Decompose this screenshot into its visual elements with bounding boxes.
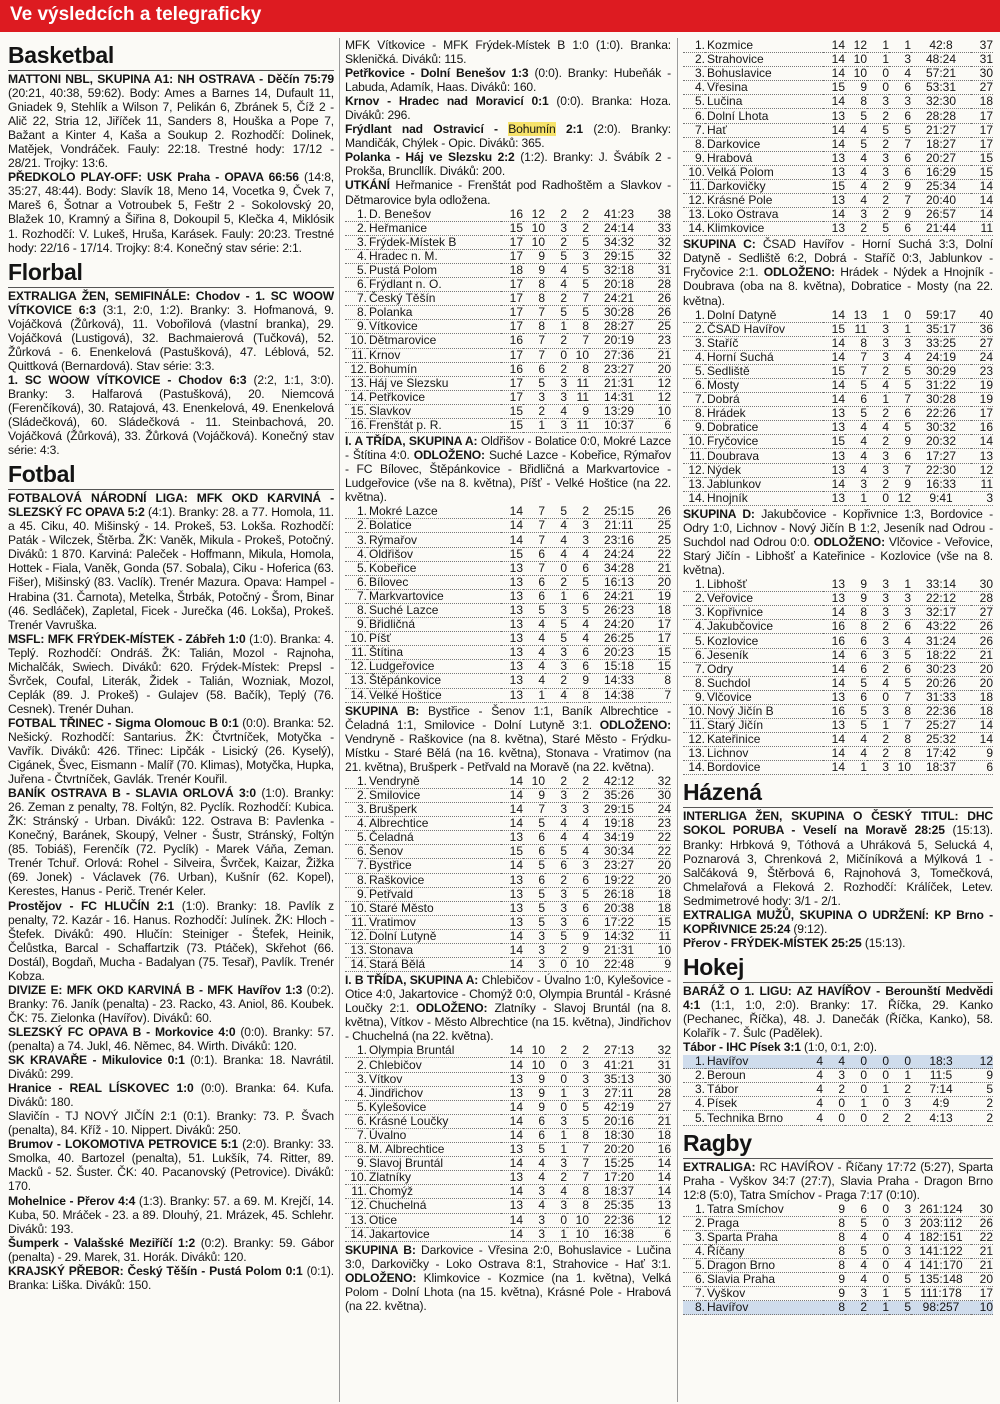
result-paragraph: Prostějov - FC HLUČÍN 2:1 (1:0). Branky: 18. Pavlík z penalty, 72. Kazár - 16. Hanus. Rozhodčí: Julínek. ŽK: Hloch - Štefek. Diváků: 490. Hlučín: Steiniger - Štefek, Heinik, Čelůstka, Barcal - Schaffartzik (73. Ptáček), Skřehot (66. Dostál), Bogdaň, Mucha - Badalyan (75. Tesař), Pavlík. Trenér Kobza. <box>8 898 334 983</box>
standings-table <box>345 505 671 702</box>
result-paragraph: Šumperk - Valašské Meziříčí 1:2 (0:2). Branky: 59. Gábor (penalta) - 29. Marek, 31. Horák. Diváků: 120. <box>8 1235 334 1264</box>
result-paragraph: Frýdlant nad Ostravicí - Bohumín 2:1 (2:0). Branky: Mandičák, Chýlek - Opic. Diváků: 365. <box>345 122 671 151</box>
table-row: 13. Otice 14 3 0 10 22:36 12 <box>345 1213 671 1227</box>
table-row: 2. Bolatice 14 7 4 3 21:11 25 <box>345 519 671 533</box>
table-row: 9. Slavoj Bruntál 14 4 3 7 15:25 14 <box>345 1157 671 1171</box>
table-row: 4. Albrechtice 14 5 4 4 19:18 23 <box>345 817 671 831</box>
result-paragraph: FOTBAL TŘINEC - Sigma Olomouc B 0:1 (0:0). Branka: 52. Nešický. Rozhodčí: Santarius. ŽK: Čtvrtníček, Motyčka - Vavřík. Diváků: 426. Třinec: Lipčák - Lisický (26. Kyselý), Cigánek, Švec, Eismann - Malíř (70. Klimas), Motyčka, Hupka, Juřena - Čtvrtníček, Gavlák. Trenér Kouřil. <box>8 715 334 787</box>
standings-table <box>345 208 671 434</box>
table-row: 7. Markvartovice 13 6 1 6 24:21 19 <box>345 589 671 603</box>
table-row: 10. Velká Polom 13 4 3 6 16:29 15 <box>683 165 993 179</box>
table-row: 1. Kozmice 14 12 1 1 42:8 37 <box>683 39 993 53</box>
table-row: 1. Havířov 4 4 0 0 0 18:3 12 <box>683 1055 993 1069</box>
table-row: 8. Suchdol 14 5 4 5 20:26 20 <box>683 676 993 690</box>
standings-table <box>683 1203 993 1316</box>
table-row: 13. Lichnov 14 4 2 8 17:42 9 <box>683 747 993 761</box>
table-row: 5. Pustá Polom 18 9 4 5 32:18 31 <box>345 263 671 277</box>
table-row: 9. Břidličná 13 4 5 4 24:20 17 <box>345 618 671 632</box>
table-row: 10. Dětmarovice 16 7 2 7 20:19 23 <box>345 334 671 348</box>
table-row: 14. Stará Bělá 14 3 0 10 22:48 9 <box>345 958 671 972</box>
table-row: 11. Štítina 13 4 3 6 20:23 15 <box>345 646 671 660</box>
result-paragraph: SKUPINA D: Jakubčovice - Kopřivnice 1:3, Bordovice - Odry 1:0, Lichnov - Nový Jičín B 1:2, Jeseník nad Odrou - Suchdol nad Odrou 0:0. ODLOŽENO: Vlčovice - Veřovice, Starý Jičín - Libhošť a Kateřinice - Kozlovice (vše na 8. května). <box>683 506 993 578</box>
table-row: 4. Říčany 8 5 0 3 141:122 21 <box>683 1245 993 1259</box>
table-row: 3. Frýdek-Místek B 17 10 2 5 34:32 32 <box>345 235 671 249</box>
table-row: 3. Staříč 14 8 3 3 33:25 27 <box>683 336 993 350</box>
result-paragraph: BARÁŽ O 1. LIGU: AZ HAVÍŘOV - Berounští Medvědi 4:1 (1:1, 1:0, 2:0). Branky: 17. Říčka, 29. Kanko (Pechanec, Říčka), 48. J. Danečák (Říčka, Kanko), 58. Kolařík - 7. Šulc (Padělek). <box>683 983 993 1041</box>
table-row: 7. Dobrá 14 6 1 7 30:28 19 <box>683 393 993 407</box>
table-row: 8. Hrádek 13 5 2 6 22:26 17 <box>683 407 993 421</box>
result-paragraph: Brumov - LOKOMOTIVA PETROVICE 5:1 (2:0). Branky: 33. Smolka, 40. Bartozel (penalta), 51. Lukšík, 74. Ritter, 89. Macků - 52. Šuster. ČK: 40. Pacanovský (Petrovice). Diváků: 170. <box>8 1137 334 1194</box>
result-paragraph: MSFL: MFK FRÝDEK-MÍSTEK - Zábřeh 1:0 (1:0). Branka: 4. Teplý. Rozhodčí: Ondráš. ŽK: Talián, Mozol - Rajnoha, Michalčák, Swiech. Diváků: 620. Frýdek-Místek: Prepsl - Švrček, Coufal, Literák, Židek - Talián, Wozniak, Mozol, Ceplák (89. J. Prokeš) - Gulajev (58. Bačík), Teplý (76. Cesnek). Trenér Duhan. <box>8 631 334 716</box>
table-row: 11. Chomýž 14 3 4 8 18:37 14 <box>345 1185 671 1199</box>
result-paragraph: 1. SC WOOW VÍTKOVICE - Chodov 6:3 (2:2, 1:1, 3:0). Branky: 3. Halfarová (Pastušková), 20. Niemcová (Ferenčíková), 30. Ratajová, 43. Enenkelová, 49. Enenkelová (Sládečková), 60. Sládečková - 11. Steinbachová, 20. Vojáčková (Žůrková), 33. Žůrková (Vojáčková). Konečný stav série: 4:3. <box>8 372 334 458</box>
table-row: 5. Dragon Brno 8 4 0 4 141:170 21 <box>683 1259 993 1273</box>
standings-table <box>683 578 993 775</box>
table-row: 14. Petřkovice 17 3 3 11 14:31 12 <box>345 390 671 404</box>
table-row: 12. Chuchelná 13 4 3 8 25:35 13 <box>345 1199 671 1213</box>
table-row: 7. Odry 14 6 2 6 30:23 20 <box>683 662 993 676</box>
table-row: 2. Chlebičov 14 10 0 3 41:21 31 <box>345 1058 671 1072</box>
column-left <box>8 38 334 1400</box>
table-row: 6. Frýdlant n. O. 17 8 4 5 20:18 28 <box>345 278 671 292</box>
column-divider <box>677 38 678 1402</box>
table-row: 16. Frenštát p. R. 15 1 3 11 10:37 6 <box>345 418 671 432</box>
table-row: 4. Oldřišov 15 6 4 4 24:24 22 <box>345 547 671 561</box>
table-row: 3. Tábor 4 2 0 1 2 7:14 5 <box>683 1083 993 1097</box>
table-row: 8. Darkovice 14 5 2 7 18:27 17 <box>683 137 993 151</box>
table-row: 5. Kozlovice 16 6 3 4 31:24 26 <box>683 634 993 648</box>
result-paragraph: SKUPINA C: ČSAD Havířov - Horní Suchá 3:3, Dolní Datyně - Sedliště 6:2, Dobrá - Staříč 0:3, Jablunkov - Fryčovice 2:1. ODLOŽENO: Hrádek - Nýdek a Hnojník - Doubrava (oba na 8. května), Dobratice - Mosty (na 22. května). <box>683 237 993 308</box>
result-paragraph: I. A TŘÍDA, SKUPINA A: Oldřišov - Bolatice 0:0, Mokré Lazce - Štítina 4:0. ODLOŽENO: Suché Lazce - Kobeřice, Rýmařov - FC Bílovec, Štěpánkovice - Břidličná a Markvartovice - Ludgeřovice (vše na 8. května), Píšť - Velké Hoštice (na 22. května). <box>345 434 671 505</box>
table-row: 15. Slavkov 15 2 4 9 13:29 10 <box>345 404 671 418</box>
result-paragraph: SKUPINA B: Bystřice - Šenov 1:1, Baník Albrechtice - Čeladná 1:1, Smilovice - Dolní Lutyně 3:1. ODLOŽENO: Vendryně - Raškovice (na 8. května), Staré Město - Frýdku-Místku - Staré Bělá (na 16. května), Stonava - Vratimov (na 21. května), Brušperk - Petřvald na Moravě (na 22. května). <box>345 703 671 774</box>
table-row: 8. M. Albrechtice 13 5 1 7 20:20 16 <box>345 1143 671 1157</box>
table-row: 7. Hať 14 4 5 5 21:27 17 <box>683 123 993 137</box>
column-divider <box>339 38 340 1402</box>
table-row: 6. Bílovec 13 6 2 5 16:13 20 <box>345 575 671 589</box>
sport-heading: Florbal <box>8 259 334 288</box>
table-row: 12. Kateřinice 14 4 2 8 25:32 14 <box>683 733 993 747</box>
result-paragraph: PŘEDKOLO PLAY-OFF: USK Praha - OPAVA 66:56 (14:8, 35:27, 48:44). Body: Slavík 18, Meno 14, Vocetka 9, Čvek 7, Mareš 6, Šotnar a Votroubek 5, Feštr 2 - Sokolovský 20, Blažek 10, Kramný a Šiřina 8, Dokoupil 5, Klečka 4, Miklósik 1. Rozhodčí: V. Lukeš, Hruša, Karásek. Fauly: 20:23. Trestné hody: 22/16 - 17/14. Trojky: 8:4. Konečný stav série: 2:1. <box>8 170 334 255</box>
sport-heading: Házená <box>683 779 993 808</box>
table-row: 8. Havířov 8 2 1 5 98:257 10 <box>683 1301 993 1315</box>
table-row: 2. Praga 8 5 0 3 203:112 26 <box>683 1216 993 1230</box>
result-paragraph: SLEZSKÝ FC OPAVA B - Morkovice 4:0 (0:0). Branky: 57. (penalta) a 74. Jukl, 46. Němec, 84. Wirth. Diváků: 120. <box>8 1024 334 1053</box>
table-row: 1. D. Benešov 16 12 2 2 41:23 38 <box>345 208 671 222</box>
table-row: 10. Staré Město 13 5 3 6 20:38 18 <box>345 901 671 915</box>
table-row: 14. Hnojník 13 1 0 12 9:41 3 <box>683 491 993 505</box>
result-paragraph: Tábor - IHC Písek 3:1 (1:0, 0:1, 2:0). <box>683 1040 877 1055</box>
table-row: 3. Sparta Praha 8 4 0 4 182:151 22 <box>683 1230 993 1244</box>
table-row: 6. Jeseník 14 6 3 5 18:22 21 <box>683 648 993 662</box>
table-row: 5. Kylešovice 14 9 0 5 42:19 27 <box>345 1100 671 1114</box>
result-paragraph: SK KRAVAŘE - Mikulovice 0:1 (0:1). Branka: 18. Navrátil. Diváků: 299. <box>8 1053 334 1082</box>
result-paragraph: EXTRALIGA ŽEN, SEMIFINÁLE: Chodov - 1. SC WOOW VÍTKOVICE 6:3 (3:1, 2:0, 1:2). Branky: 3. Hofmanová, 9. Vojáčková (Žůrková), 11. Vobořilová (vlastní branka), 29. Vojáčková (Lustigová), 32. Bachmaierová (Tučková), 52. Žůrková - 6. Enenkelová (Pastušková), 47. Léblová, 52. Quittková (Bernardová). Stav série: 3:3. <box>8 288 334 373</box>
table-row: 14. Velké Hoštice 13 1 4 8 14:38 7 <box>345 688 671 702</box>
table-row: 2. Heřmanice 15 10 3 2 24:14 33 <box>345 221 671 235</box>
table-row: 4. Písek 4 0 1 0 3 4:9 2 <box>683 1097 993 1111</box>
result-paragraph: BANÍK OSTRAVA B - SLAVIA ORLOVÁ 3:0 (1:0). Branky: 26. Zeman z penalty, 78. Foltýn, 82. Pyclík. Rozhodčí: Kubica. ŽK: Stránský - Urban. Diváků: 122. Ostrava B: Pavlenka - Konečný, Baránek, Skoupý, Velner - Šustr, Stránský, Foltýn (85. Tobiáš), Ferenčík (72. Pyclík) - Marek Váňa, Zeman. Trenér Tchuř. Orlová: Rohel - Silveira, Švrček, Kaizar, Žižka (69. Jonek) - Václavek (76. Urban), Kušnír (62. Kopel), Kerestes, Hanus - Perič. Trenér Keler. <box>8 786 334 899</box>
section-header-bar <box>0 0 1000 32</box>
table-row: 3. Bohuslavice 14 10 0 4 57:21 30 <box>683 67 993 81</box>
table-row: 4. Horní Suchá 14 7 3 4 24:19 24 <box>683 350 993 364</box>
standings-table <box>683 309 993 506</box>
table-row: 8. Suché Lazce 13 5 3 5 26:23 18 <box>345 603 671 617</box>
standings-table <box>683 39 993 236</box>
result-paragraph: FOTBALOVÁ NÁRODNÍ LIGA: MFK OKD KARVINÁ - SLEZSKÝ FC OPAVA 5:2 (4:1). Branky: 28. a 77. Homola, 11. a 45. Ciku, 40. Mišinský - 14. Prokeš, 53. Lokša. Rozhodčí: Paták - Wilczek, Štěrba. ŽK: Vaněk, Mikula - Prokeš, Potočný. Diváků: 1 870. Karviná: Paleček - Hoffmann, Mikula, Homola, Hottek - Fiala, Vaněk, Gonda (57. Sobala), Ciku - Hoferica (63. Fišer), Mišinský (83. Vaclík). Trenér Mazura. Opava: Hampel - Hrabina (31. Čarnota), Metelka, Štrbák, Potočný - Šrom, Binar (46. Sedláček), Zapletal, Ficek - Jurečka (46. Lokša), Prokeš. Trenér Vavruška. <box>8 491 334 632</box>
table-row: 6. Mosty 14 5 4 5 31:22 19 <box>683 379 993 393</box>
table-row: 3. Brušperk 14 7 3 3 29:15 24 <box>345 803 671 817</box>
column-right <box>683 38 993 1400</box>
result-paragraph: Polanka - Háj ve Slezsku 2:2 (1:2). Branky: J. Švábík 2 - Prokša, Bruncllík. Diváků: 200. <box>345 150 671 179</box>
table-row: 7. Vyškov 9 3 1 5 111:178 17 <box>683 1287 993 1301</box>
table-row: 1. Vendryně 14 10 2 2 42:12 32 <box>345 775 671 789</box>
standings-table <box>345 1044 671 1241</box>
table-row: 9. Dobratice 13 4 4 5 30:32 16 <box>683 421 993 435</box>
sport-heading: Ragby <box>683 1130 993 1159</box>
table-row: 13. Štěpánkovice 13 4 2 9 14:33 8 <box>345 674 671 688</box>
result-paragraph: UTKÁNÍ Heřmanice - Frenštát pod Radhoštěm a Slavkov - Dětmarovice byla odložena. <box>345 178 671 207</box>
result-paragraph: Hranice - REAL LÍSKOVEC 1:0 (0:0). Branka: 64. Kufa. Diváků: 180. <box>8 1081 334 1110</box>
result-paragraph: EXTRALIGA MUŽŮ, SKUPINA O UDRŽENÍ: KP Brno - KOPŘIVNICE 25:24 (9:12). <box>683 907 993 936</box>
table-row: 4. Vřesina 15 9 0 6 53:31 27 <box>683 81 993 95</box>
table-row: 13. Stonava 14 3 2 9 21:31 10 <box>345 943 671 957</box>
table-row: 5. Kobeřice 13 7 0 6 34:28 21 <box>345 561 671 575</box>
result-paragraph: Petřkovice - Dolní Benešov 1:3 (0:0). Branky: Hubeňák - Labuda, Adamík, Haas. Diváků: 160. <box>345 66 671 95</box>
result-paragraph: INTERLIGA ŽEN, SKUPINA O ČESKÝ TITUL: DHC SOKOL PORUBA - Veselí na Moravě 28:25 (15:13). Branky: Hrbková 9, Tóthová a Uhráková 5, Selucká 4, Poznarová 3, Chrenková 2, Mičíníková a Mýlková 1 - Salčáková 9, Štěrbová 6, Rajnohová 3, Tomečková, Chmelařová a Fleková 2. Rozhodčí: Králíček, Letev. Sedmimetrové hody: 3/1 - 2/1. <box>683 809 993 908</box>
table-row: 6. Slavia Praha 9 4 0 5 135:148 20 <box>683 1273 993 1287</box>
table-row: 12. Dolní Lutyně 14 3 5 9 14:32 11 <box>345 929 671 943</box>
table-row: 6. Šenov 15 6 5 4 30:34 22 <box>345 845 671 859</box>
result-paragraph: Krnov - Hradec nad Moravicí 0:1 (0:0). Branka: Hoza. Diváků: 296. <box>345 94 671 123</box>
table-row: 3. Vítkov 13 9 0 3 35:13 30 <box>345 1072 671 1086</box>
table-row: 5. Sedliště 15 7 2 5 30:29 23 <box>683 364 993 378</box>
table-row: 6. Krásné Loučky 14 6 3 5 20:16 21 <box>345 1114 671 1128</box>
table-row: 9. Hrabová 13 4 3 6 20:27 15 <box>683 151 993 165</box>
table-row: 14. Bordovice 14 1 3 10 18:37 6 <box>683 761 993 775</box>
table-row: 1. Mokré Lazce 14 7 5 2 25:15 26 <box>345 505 671 519</box>
standings-table <box>683 1055 993 1125</box>
table-row: 11. Krnov 17 7 0 10 27:36 21 <box>345 348 671 362</box>
table-row: 2. Veřovice 13 9 3 3 22:12 28 <box>683 592 993 606</box>
result-paragraph: DIVIZE E: MFK OKD KARVINÁ B - MFK Havířov 1:3 (0:2). Branky: 76. Janík (penalta) - 23. Racko, 43. Aniol, 86. Koubek. ČK: 75. Zielonka (Havířov). Diváků: 60. <box>8 982 334 1025</box>
table-row: 2. Beroun 4 3 0 0 1 11:5 9 <box>683 1069 993 1083</box>
table-row: 12. Nýdek 13 4 3 7 22:30 12 <box>683 463 993 477</box>
result-paragraph: Mohelnice - Přerov 4:4 (1:3). Branky: 57. a 69. M. Krejčí, 14. Kuba, 50. Mráček - 23. a 89. Dlouhý, 21. Mrázek, 45. Schlehr. Diváků: 193. <box>8 1193 334 1236</box>
result-paragraph: SKUPINA B: Darkovice - Vřesina 2:0, Bohuslavice - Lučina 3:0, Darkovičky - Loko Ostrava 8:1, Strahovice - Hať 3:1. ODLOŽENO: Klimkovice - Kozmice (na 1. května), Velká Polom - Dolní Lhota (na 15. května), Krásné Pole - Hrabová (na 22. května). <box>345 1242 671 1313</box>
sport-heading: Hokej <box>683 954 993 983</box>
table-row: 8. Raškovice 13 6 2 6 19:22 20 <box>345 873 671 887</box>
result-paragraph: I. B TŘÍDA, SKUPINA A: Chlebičov - Úvalno 1:0, Kylešovice - Otice 4:0, Jakartovice - Chomýž 0:0, Olympia Bruntál - Krásné Loučky 2:1. ODLOŽENO: Zlatníky - Slavoj Bruntál (na 8. května), Vítkov - Město Albrechtice (na 15. května), Jindřichov - Chuchelná (na 22. května). <box>345 973 671 1044</box>
table-row: 13. Jablunkov 14 3 2 9 16:33 11 <box>683 477 993 491</box>
table-row: 3. Rýmařov 14 7 4 3 23:16 25 <box>345 533 671 547</box>
result-paragraph: EXTRALIGA: RC HAVÍŘOV - Říčany 17:72 (5:27), Sparta Praha - Vyškov 34:7 (27:7), Slavia Praha - Dragon Brno 12:8 (5:0), Tatra Smíchov - Praga 7:17 (0:10). <box>683 1159 993 1202</box>
table-row: 13. Loko Ostrava 14 3 2 9 26:57 14 <box>683 208 993 222</box>
table-row: 2. ČSAD Havířov 15 11 3 1 35:17 36 <box>683 322 993 336</box>
table-row: 4. Hradec n. M. 17 9 5 3 29:15 32 <box>345 249 671 263</box>
table-row: 11. Darkovičky 15 4 2 9 25:34 14 <box>683 179 993 193</box>
sport-heading: Fotbal <box>8 461 334 490</box>
table-row: 3. Kopřivnice 14 8 3 3 32:17 27 <box>683 606 993 620</box>
table-row: 9. Vlčovice 13 6 0 7 31:33 18 <box>683 690 993 704</box>
table-row: 8. Polanka 17 7 5 5 30:28 26 <box>345 306 671 320</box>
result-paragraph: KRAJSKÝ PŘEBOR: Český Těšín - Pustá Polom 0:1 (0:1). Branka: Liška. Diváků: 150. <box>8 1263 334 1292</box>
result-paragraph: Přerov - FRÝDEK-MÍSTEK 25:25 (15:13). <box>683 935 906 950</box>
table-row: 12. Bohumín 16 6 2 8 23:27 20 <box>345 362 671 376</box>
table-row: 5. Lučina 14 8 3 3 32:30 18 <box>683 95 993 109</box>
table-row: 9. Vítkovice 17 8 1 8 28:27 25 <box>345 320 671 334</box>
table-row: 10. Zlatníky 13 4 2 7 17:20 14 <box>345 1171 671 1185</box>
table-row: 11. Doubrava 13 4 3 6 17:27 13 <box>683 449 993 463</box>
table-row: 12. Krásné Pole 13 4 2 7 20:40 14 <box>683 194 993 208</box>
table-row: 11. Vratimov 13 5 3 6 17:22 15 <box>345 915 671 929</box>
table-row: 10. Fryčovice 15 4 2 9 20:32 14 <box>683 435 993 449</box>
table-row: 13. Háj ve Slezsku 17 5 3 11 21:31 12 <box>345 376 671 390</box>
table-row: 2. Smilovice 14 9 3 2 35:26 30 <box>345 788 671 802</box>
table-row: 14. Klimkovice 13 2 5 6 21:44 11 <box>683 222 993 236</box>
section-header-title: Ve výsledcích a telegraficky <box>10 4 262 25</box>
column-middle <box>345 38 671 1400</box>
table-row: 14. Jakartovice 14 3 1 10 16:38 6 <box>345 1227 671 1241</box>
table-row: 6. Dolní Lhota 13 5 2 6 28:28 17 <box>683 109 993 123</box>
result-paragraph: Slavičín - TJ NOVÝ JIČÍN 2:1 (0:1). Branky: 73. P. Švach (penalta), 84. Kříž - 10. Nippert. Diváků: 250. <box>8 1109 334 1138</box>
table-row: 11. Starý Jičín 13 5 1 7 25:27 14 <box>683 719 993 733</box>
table-row: 4. Jakubčovice 16 8 2 6 43:22 26 <box>683 620 993 634</box>
table-row: 5. Technika Brno 4 0 0 2 2 4:13 2 <box>683 1111 993 1125</box>
table-row: 5. Čeladná 13 6 4 4 34:19 22 <box>345 831 671 845</box>
standings-table <box>345 775 671 972</box>
sport-heading: Basketbal <box>8 42 334 71</box>
result-paragraph: MFK Vítkovice - MFK Frýdek-Místek B 1:0 (1:0). Branka: Skleničká. Diváků: 115. <box>345 38 671 67</box>
table-row: 7. Úvalno 14 6 1 8 18:30 18 <box>345 1128 671 1142</box>
table-row: 1. Libhošť 13 9 3 1 33:14 30 <box>683 578 993 592</box>
table-row: 1. Dolní Datyně 14 13 1 0 59:17 40 <box>683 309 993 323</box>
result-paragraph: MATTONI NBL, SKUPINA A1: NH OSTRAVA - Děčín 75:79 (20:21, 40:38, 59:62). Body: Ames a Barnes 14, Dufault 11, Gniadek 9, Stehlík a Wilson 7, Pelikán 6, Zbránek 5, Číž 2 - Alič 22, Stria 12, Jiříček 11, Sanders 8, Houška a Pope 7, Bažant a Kinter 4, Kaša a Soukup 2. Rozhodčí: Dolinek, Matějek, Vondráček. Fauly: 22:18. Trestné hody: 17/12 - 28/21. Trojky: 13:6. <box>8 72 334 171</box>
table-row: 7. Bystřice 14 5 6 3 23:27 20 <box>345 859 671 873</box>
table-row: 10. Nový Jičín B 16 5 3 8 22:36 18 <box>683 704 993 718</box>
table-row: 12. Ludgeřovice 13 4 3 6 15:18 15 <box>345 660 671 674</box>
table-row: 1. Tatra Smíchov 9 6 0 3 261:124 30 <box>683 1203 993 1217</box>
table-row: 7. Český Těšín 17 8 2 7 24:21 26 <box>345 292 671 306</box>
table-row: 2. Strahovice 14 10 1 3 48:24 31 <box>683 53 993 67</box>
table-row: 4. Jindřichov 13 9 1 3 27:11 28 <box>345 1086 671 1100</box>
table-row: 10. Píšť 13 4 5 4 26:25 17 <box>345 632 671 646</box>
table-row: 9. Petřvald 13 5 3 5 26:18 18 <box>345 887 671 901</box>
table-row: 1. Olympia Bruntál 14 10 2 2 27:13 32 <box>345 1044 671 1058</box>
